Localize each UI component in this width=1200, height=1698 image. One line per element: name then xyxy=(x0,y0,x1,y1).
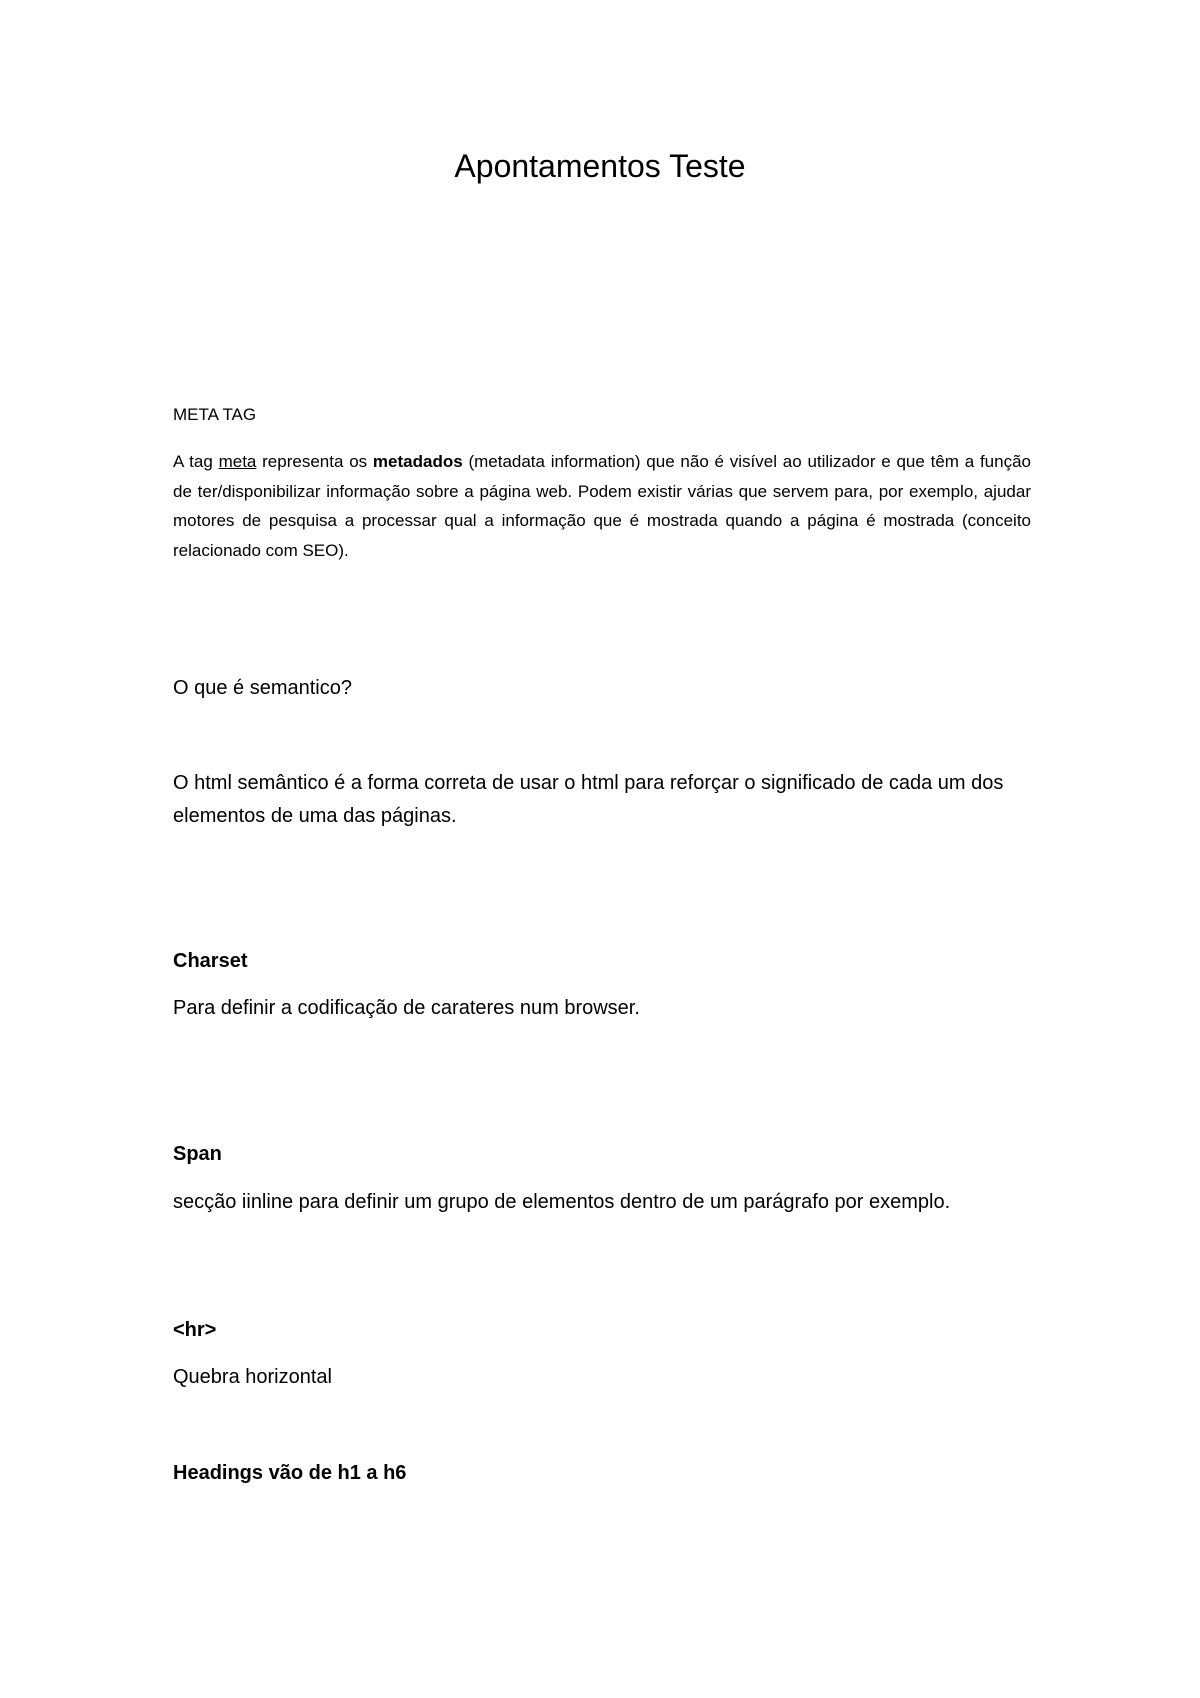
semantic-answer: O html semântico é a forma correta de usar o html para reforçar o significado de cada um dos elementos de uma das páginas. xyxy=(173,772,1004,827)
charset-text: Para definir a codificação de carateres num browser. xyxy=(173,997,640,1019)
hr-text: Quebra horizontal xyxy=(173,1366,332,1388)
metadados-keyword: metadados xyxy=(372,452,463,471)
meta-tag-paragraph xyxy=(173,447,1031,565)
span-text: secção iinline para definir um grupo de elementos dentro de um parágrafo por exemplo. xyxy=(173,1191,951,1213)
meta-tag-heading: META TAG xyxy=(173,405,257,424)
headings-heading: Headings vão de h1 a h6 xyxy=(173,1462,407,1484)
semantic-question: O que é semantico? xyxy=(173,677,352,699)
meta-paragraph-text: A tag xyxy=(173,452,219,471)
span-heading: Span xyxy=(173,1143,222,1165)
hr-heading: <hr> xyxy=(173,1319,217,1341)
meta-keyword: meta xyxy=(218,452,257,471)
document-title: Apontamentos Teste xyxy=(454,148,746,184)
meta-paragraph-text: (metadata information) que não é visível ao utilizador e que têm a função de ter/disponibilizar informação sobre a página web. Podem existir várias que servem para, por exemplo, ajudar motores de pesquisa a processar qual a informação que é mostrada quando a página é mostrada (conceito relacionado com SEO). xyxy=(173,452,1031,560)
charset-heading: Charset xyxy=(173,950,248,972)
meta-paragraph-text: representa os xyxy=(256,452,373,471)
